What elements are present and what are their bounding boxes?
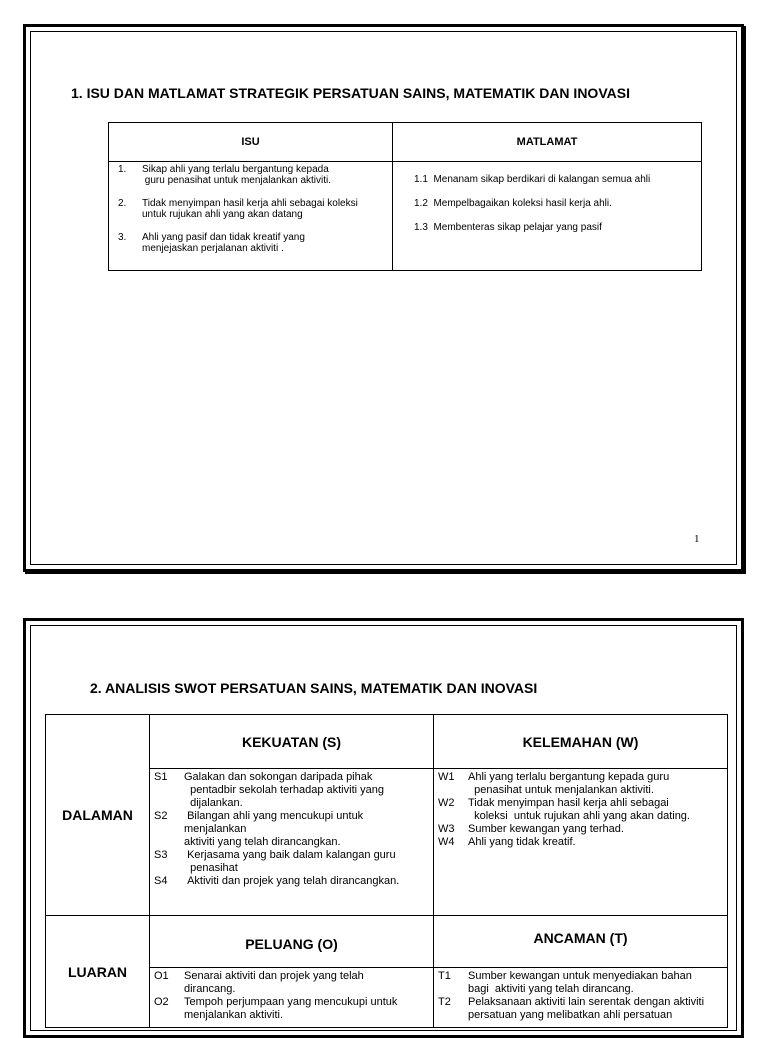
kelemahan-code: W4 (438, 836, 455, 848)
kekuatan-entry (154, 771, 429, 810)
kekuatan-text: Galakan dan sokongan daripada pihak pentadbir sekolah terhadap aktiviti yang dijalankan. (184, 771, 384, 809)
kekuatan-text: Aktiviti dan projek yang telah dirancangkan. (184, 875, 400, 887)
page-number: 1 (694, 533, 700, 545)
kekuatan-code: S3 (154, 849, 168, 861)
kekuatan-code: S2 (154, 810, 168, 822)
kelemahan-header: KELEMAHAN (W) (434, 715, 728, 769)
kekuatan-text: Kerjasama yang baik dalam kalangan guru penasihat (187, 849, 396, 874)
kelemahan-code: W2 (438, 797, 455, 809)
swot-table (45, 714, 728, 1028)
isu-number: 3. (118, 232, 127, 243)
kelemahan-entry (438, 823, 723, 836)
kelemahan-text: Ahli yang terlalu bergantung kepada guru penasihat untuk menjalankan aktiviti. (468, 771, 670, 796)
kekuatan-header: KEKUATAN (S) (150, 715, 434, 769)
peluang-entry (154, 996, 429, 1022)
document-page-2 (23, 618, 744, 1038)
peluang-cell (150, 968, 434, 1028)
kelemahan-code: W3 (438, 823, 455, 835)
isu-text: Ahli yang pasif dan tidak kreatif yang menjejaskan perjalanan aktiviti . (142, 232, 305, 254)
isu-number: 1. (118, 164, 127, 175)
kelemahan-text: Ahli yang tidak kreatif. (468, 836, 576, 848)
peluang-text: Tempoh perjumpaan yang mencukupi untuk menjalankan aktiviti. (184, 996, 398, 1021)
isu-text: Tidak menyimpan hasil kerja ahli sebagai koleksi untuk rujukan ahli yang akan datang (142, 198, 358, 220)
isu-number: 2. (118, 198, 127, 209)
page-2-heading: 2. ANALISIS SWOT PERSATUAN SAINS, MATEMATIK DAN INOVASI (90, 680, 538, 696)
isu-cell (109, 162, 393, 271)
peluang-code: O2 (154, 996, 169, 1008)
kekuatan-entry (154, 810, 429, 849)
isu-item (118, 198, 388, 220)
isu-item (118, 232, 388, 254)
kelemahan-entry (438, 771, 723, 797)
isu-matlamat-table (108, 122, 702, 271)
kekuatan-text: Bilangan ahli yang mencukupi untuk menjalankan aktiviti yang telah dirancangkan. (184, 810, 364, 848)
kelemahan-entry (438, 836, 723, 849)
ancaman-cell (434, 968, 728, 1028)
kekuatan-code: S1 (154, 771, 168, 783)
kelemahan-code: W1 (438, 771, 455, 783)
kekuatan-cell (150, 769, 434, 916)
isu-item (118, 164, 388, 186)
kelemahan-text: Sumber kewangan yang terhad. (468, 823, 624, 835)
ancaman-text: Sumber kewangan untuk menyediakan bahan bagi aktiviti yang telah dirancang. (468, 970, 692, 995)
ancaman-entry (438, 970, 723, 996)
page-1-inner-border (30, 31, 737, 565)
dalaman-label: DALAMAN (46, 715, 150, 916)
document-page-1 (23, 24, 744, 572)
matlamat-item: 1.2 Mempelbagaikan koleksi hasil kerja ahli. (414, 198, 612, 209)
isu-header: ISU (109, 123, 393, 162)
kekuatan-entry (154, 849, 429, 875)
matlamat-cell (393, 162, 702, 271)
luaran-label: LUARAN (46, 916, 150, 1028)
kekuatan-entry (154, 875, 429, 888)
peluang-text: Senarai aktiviti dan projek yang telah dirancang. (184, 970, 364, 995)
ancaman-code: T1 (438, 970, 451, 982)
ancaman-entry (438, 996, 723, 1022)
ancaman-code: T2 (438, 996, 451, 1008)
kekuatan-code: S4 (154, 875, 168, 887)
peluang-header: PELUANG (O) (150, 916, 434, 968)
peluang-entry (154, 970, 429, 996)
kelemahan-text: Tidak menyimpan hasil kerja ahli sebagai koleksi untuk rujukan ahli yang akan dating. (468, 797, 690, 822)
ancaman-text: Pelaksanaan aktiviti lain serentak dengan aktiviti persatuan yang melibatkan ahli persatuan (468, 996, 705, 1021)
page-1-heading: 1. ISU DAN MATLAMAT STRATEGIK PERSATUAN SAINS, MATEMATIK DAN INOVASI (71, 85, 630, 101)
matlamat-item: 1.1 Menanam sikap berdikari di kalangan semua ahli (414, 174, 651, 185)
matlamat-item: 1.3 Membenteras sikap pelajar yang pasif (414, 222, 602, 233)
isu-text: Sikap ahli yang terlalu bergantung kepada guru penasihat untuk menjalankan aktiviti. (142, 164, 332, 186)
peluang-code: O1 (154, 970, 169, 982)
kelemahan-cell (434, 769, 728, 916)
kelemahan-entry (438, 797, 723, 823)
matlamat-header: MATLAMAT (393, 123, 702, 162)
ancaman-header: ANCAMAN (T) (434, 916, 728, 968)
